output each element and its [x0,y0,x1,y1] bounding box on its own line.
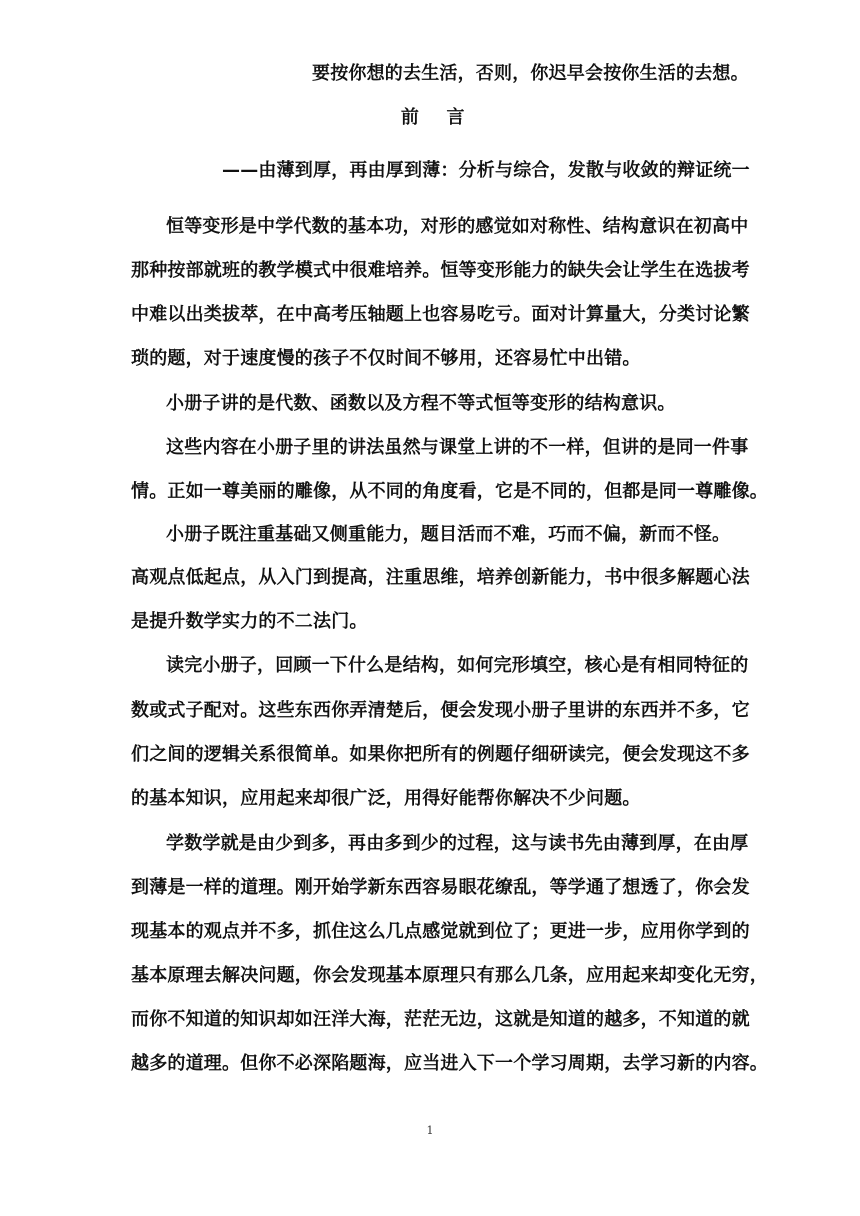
body-line: 到薄是一样的道理。刚开始学新东西容易眼花缭乱，等学通了想透了，你会发 [131,877,750,898]
page-number: 1 [426,1124,434,1137]
body-line: 现基本的观点并不多，抓住这么几点感觉就到位了；更进一步，应用你学到的 [131,921,750,942]
body-line: 恒等变形是中学代数的基本功，对形的感觉如对称性、结构意识在初高中 [166,216,749,237]
body-line: 这些内容在小册子里的讲法虽然与课堂上讲的不一样，但讲的是同一件事 [166,437,749,458]
body-line: 高观点低起点，从入门到提高，注重思维，培养创新能力，书中很多解题心法 [131,567,750,588]
body-line: 们之间的逻辑关系很简单。如果你把所有的例题仔细研读完，便会发现这不多 [131,744,750,765]
body-line: 的基本知识，应用起来却很广泛，用得好能帮你解决不少问题。 [131,788,641,809]
body-line: 数或式子配对。这些东西你弄清楚后，便会发现小册子里讲的东西并不多，它 [131,700,750,721]
body-line: 中难以出类拔萃，在中高考压轴题上也容易吃亏。面对计算量大，分类讨论繁 [131,304,750,325]
body-line: 而你不知道的知识却如汪洋大海，茫茫无边，这就是知道的越多，不知道的就 [131,1009,750,1030]
body-line: 小册子既注重基础又侧重能力，题目活而不难，巧而不偏，新而不怪。 [166,524,731,545]
body-line: 是提升数学实力的不二法门。 [131,611,368,632]
body-line: 情。正如一尊美丽的雕像，从不同的角度看，它是不同的，但都是同一尊雕像。 [131,481,768,502]
motto-line: 要按你想的去生活，否则，你迟早会按你生活的去想。 [312,63,749,84]
body-line: 小册子讲的是代数、函数以及方程不等式恒等变形的结构意识。 [166,393,676,414]
body-line: 学数学就是由少到多，再由多到少的过程，这与读书先由薄到厚，在由厚 [166,833,749,854]
page-title: 前 言 [400,107,476,128]
subtitle-line: ——由薄到厚，再由厚到薄：分析与综合，发散与收敛的辩证统一 [222,160,750,181]
body-line: 读完小册子，回顾一下什么是结构，如何完形填空，核心是有相同特征的 [166,655,749,676]
body-line: 那种按部就班的教学模式中很难培养。恒等变形能力的缺失会让学生在选拔考 [131,260,750,281]
body-line: 琐的题，对于速度慢的孩子不仅时间不够用，还容易忙中出错。 [131,348,641,369]
body-line: 基本原理去解决问题，你会发现基本原理只有那么几条，应用起来却变化无穷， [131,965,768,986]
body-line: 越多的道理。但你不必深陷题海，应当进入下一个学习周期，去学习新的内容。 [131,1053,768,1074]
